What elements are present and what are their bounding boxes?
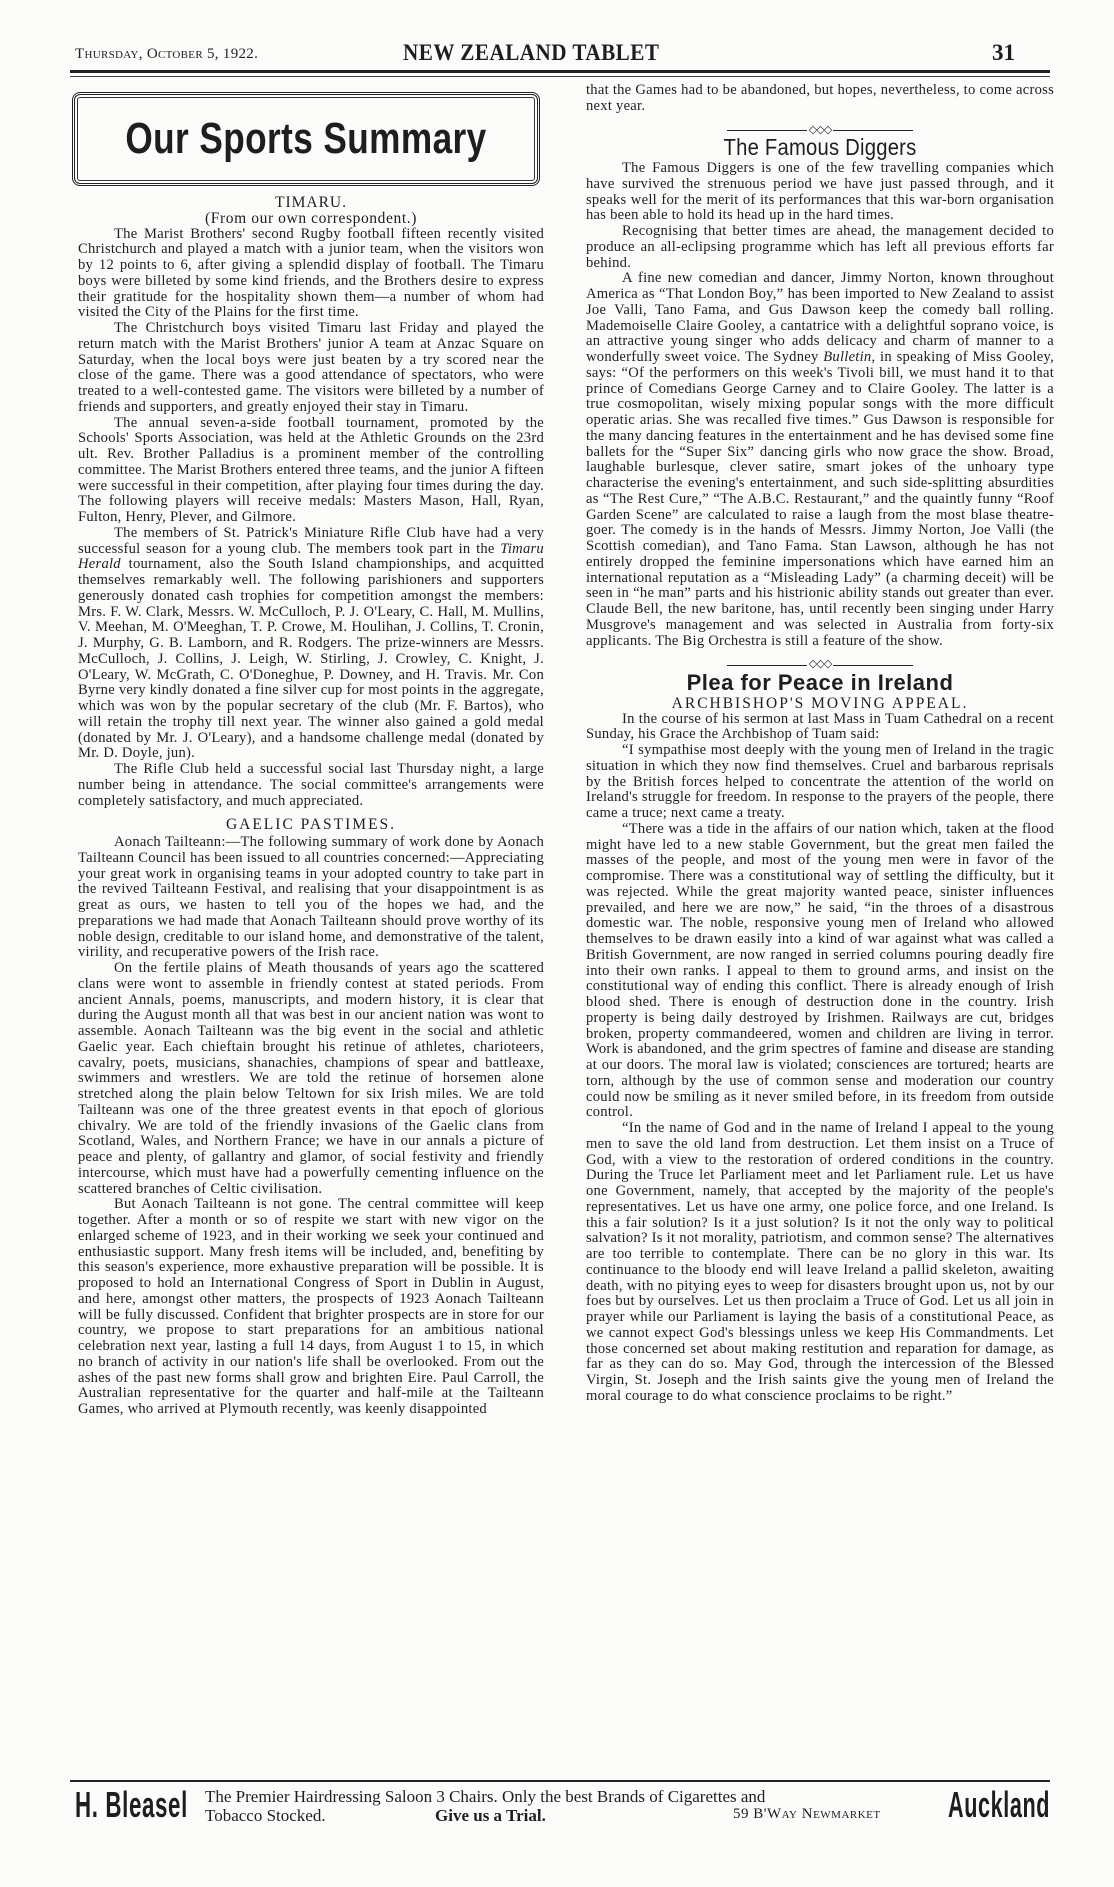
newspaper-title-italic: Timaru Herald bbox=[78, 540, 544, 573]
newspaper-title-italic: Bulletin bbox=[823, 349, 872, 365]
right-column bbox=[586, 83, 1054, 1405]
article-paragraph: Recognising that better times are ahead, the management decided to produce an all-eclipsing programme which has left all previous efforts far behind. bbox=[586, 223, 1054, 271]
article-paragraph: But Aonach Tailteann is not gone. The central committee will keep together. After a month or so of respite we start with new vigor on the enlarged scheme of 1923, and in their working we seek your continued and enthusiastic support. Many fresh items will be included, and, benefiting by this season's experience, more exhaustive preparation will be possible. It is proposed to hold an International Congress of Sport in Dublin in August, and here, amongst other matters, the prospects of 1923 Aonach Tailteann will be fully discussed. Confident that brighter prospects are in store for our country, we propose to start preparations for an ambitious national celebration next year, lasting a full 14 days, from August 1 to 15, in which no branch of activity in our nation's life shall be overlooked. From out the ashes of the past new forms shall grow and brighten Eire. Paul Carroll, the Australian representative for the quarter and half-mile at the Tailteann Games, who arrived at Plymouth recently, was keenly disappointed bbox=[78, 1196, 544, 1417]
text-run: tournament, also the South Island championships, and acquitted themselves remarkably well. The following parishioners and supporters generously donated cash trophies for competition amongst the members: Mrs. F. W. Clark, Messrs. W. McCulloch, P. J. O'Leary, C. Hall, M. Mullins, V. Meehan, M. O'Meeghan, T. P. Crowe, M. Houlihan, J. Collins, T. Cronin, J. Murphy, G. B. Lamborn, and R. Rodgers. The prize-winners are Messrs. McCulloch, J. Collins, J. Leigh, W. Stirling, J. Crowley, C. Knight, J. O'Leary, W. McGrath, C. O'Doneghue, P. Downey, and H. Travis. Mr. Con Byrne very kindly donated a fine silver cup for most points in the aggregate, which was won by the popular secretary of the club (Mr. F. Bartos), who will retain the trophy till next year. The winner also gained a gold medal (donated by Mr. J. O'Leary), and a handsome challenge medal (donated by Mr. D. Doyle, jun). bbox=[78, 556, 544, 762]
headline-plea-for-peace: Plea for Peace in Ireland bbox=[686, 670, 954, 695]
article-paragraph: The Famous Diggers is one of the few travelling companies which have survived the strenuous period we have just passed through, and it speaks well for the merit of its performances that this war-born organisation has been able to hold its head up in the hard times. bbox=[586, 160, 1054, 224]
article-continuation: that the Games had to be abandoned, but hopes, nevertheless, to come across next year. bbox=[586, 82, 1054, 114]
advert-brand: H. Bleasel bbox=[75, 1784, 188, 1825]
masthead bbox=[75, 40, 1015, 68]
subheadline: ARCHBISHOP'S MOVING APPEAL. bbox=[671, 694, 969, 712]
advert-city: Auckland bbox=[947, 1784, 1050, 1825]
advert-slogan: Give us a Trial. bbox=[435, 1806, 546, 1825]
diamond-ornament-icon: ◇◇◇ bbox=[808, 658, 832, 671]
text-run: The members of St. Patrick's Miniature Rifle Club have had a very successful season for a young club. The members took part in the bbox=[78, 524, 544, 557]
section-heading-timaru: TIMARU. bbox=[274, 194, 347, 211]
article-paragraph: The Rifle Club held a successful social last Thursday night, a large number being in attendance. The social committee's arrangements were completely satisfactory, and much appreciated. bbox=[78, 761, 544, 809]
issue-date: Thursday, October 5, 1922. bbox=[75, 46, 259, 62]
article-paragraph: In the course of his sermon at last Mass in Tuam Cathedral on a recent Sunday, his Grace the Archbishop of Tuam said: bbox=[586, 710, 1054, 743]
article-paragraph: The Christchurch boys visited Timaru last Friday and played the return match with the Marist Brothers' junior A team at Anzac Square on Saturday, when the local boys were just beaten by a try scored near the close of the game. There was a good attendance of spectators, who were treated to a well-contested game. The visitors were billeted by a number of friends and supporters, and greatly enjoyed their stay in Timaru. bbox=[78, 320, 544, 415]
article-paragraph: “There was a tide in the affairs of our nation which, taken at the flood might have led to a new stable Government, but the great men failed the masses of the people, and most of the young men were in favor of the compromise. There was a constitutional way of settling the difficulty, but it was rejected. While the great majority wanted peace, sinister influences prevailed, and here we are now,” he said, “in the throes of a disastrous domestic war. The noble, responsive young men of Ireland who allowed themselves to be drawn easily into a kind of war against what was called a British Government, are now ranged in serried columns pouring deadly fire into their own ranks. I appeal to them to ground arms, and insist on the constitutional way of ending this conflict. There is already enough of Irish blood shed. There is enough of destruction done in the country. Irish property is being daily destroyed by Irishmen. Railways are cut, bridges broken, property commandeered, women and children are living in terror. Work is abandoned, and the grim spectres of famine and disease are standing at our doors. The moral law is violated; consciences are tortured; hearts are torn, although by the use of common sense and moderation our country could now be smiling as it never smiled before, in its freedom from outside control. bbox=[586, 820, 1054, 1121]
article-paragraph bbox=[78, 526, 544, 762]
newspaper-name: NEW ZEALAND TABLET bbox=[403, 40, 660, 65]
article-paragraph: The Marist Brothers' second Rugby football fifteen recently visited Christchurch and played a match with a junior team, when the visitors won by 12 points to 6, after giving a splendid display of football. The Timaru boys were billeted by some kind friends, and the Brothers desire to express their gratitude for the hospitality shown them—a number of whom had visited the City of the Plains for the first time. bbox=[78, 225, 544, 321]
section-heading-gaelic: GAELIC PASTIMES. bbox=[225, 816, 397, 834]
headline-famous-diggers: The Famous Diggers bbox=[723, 134, 917, 161]
article-paragraph: “In the name of God and in the name of Ireland I appeal to the young men to save the old land from destruction. Let them insist on a Truce of God, with a view to the restoration of ordered conditions in the country. During the Truce let Parliament meet and let Parliament rule. Let us have one Government, namely, that accepted by the majority of the people's representatives. Let us have one army, one police force, and one Ireland. Is this a fair solution? Is it a just solution? Is it not the only way to political salvation? Is it not morality, patriotism, and common sense? The alternatives are too terrible to contemplate. There can be no glory in this war. Its continuance to the bloody end will leave Ireland a pallid skeleton, awaiting death, with no pitying eyes to weep for disasters brought upon us, not by our foes but by ourselves. Let us then proclaim a Truce of God. Let us all join in prayer while our Parliament is laying the basis of a constitutional Peace, as we cannot expect God's blessings unless we keep His Commandments. Let those concerned set about making restitution and reparation for damage, as far as they can do so. May God, through the intercession of the Blessed Virgin, St. Joseph and the Irish saints give the young men of Ireland the moral courage to do what conscience proclaims to be right.” bbox=[586, 1120, 1054, 1404]
header-rule bbox=[70, 70, 1050, 73]
article-paragraph: “I sympathise most deeply with the young men of Ireland in the tragic situation in which they now find themselves. Cruel and barbarous reprisals by the British forces helped to concentrate the attention of the world on Ireland's struggle for freedom. In response to the prayers of the people, there came a truce; next came a treaty. bbox=[586, 742, 1054, 821]
left-column bbox=[78, 195, 544, 1418]
byline: (From our own correspondent.) bbox=[205, 209, 417, 227]
divider-line bbox=[727, 665, 807, 666]
advert-line-2: Tobacco Stocked. bbox=[205, 1806, 326, 1825]
article-paragraph: The annual seven-a-side football tournament, promoted by the Schools' Sports Association, was held at the Athletic Grounds on the 23rd ult. Rev. Brother Palladius is a prominent member of the controlling committee. The Marist Brothers entered three teams, and the junior A fifteen were successful in their competition, after playing four times during the day. The following players will receive medals: Masters Mason, Hall, Ryan, Fulton, Henry, Plever, and Gilmore. bbox=[78, 414, 544, 525]
text-run: , in speaking of Miss Gooley, says: “Of the performers on this week's Tivoli bill, we must hand it to that prince of Comedians George Carney and to Claire Gooley. The latter is a true cosmopolitan, wisely mixing popular songs with the more difficult operatic arias. She was recalled five times.” Gus Dawson is responsible for the many dancing features in the entertainment and he has devised some fine ballets for the “Super Six” dancing girls who now grace the show. Broad, laughable burlesque, clever satire, smart jokes of the unhoary type characterise the evening's entertainment, and such side-splitting absurdities as “The Rest Cure,” “The A.B.C. Restaurant,” and the quaintly funny “Roof Garden Scene” are calculated to raise a laugh from the most blase theatre-goer. The comedy is in the hands of Messrs. Jimmy Norton, Joe Valli (the Scottish comedian), and Tano Fama. Stan Lawson, although he has not entirely dropped the feminine impersonations which have earned him an international reputation as a “Misleading Lady” (a charming deceit) will be seen in “he man” parts and his histrionic ability stands out greater than ever. Claude Bell, the new baritone, has, until recently been singing under Harry Musgrove's management and was selected in Australia from forty-six applicants. The Big Orchestra is still a feature of the show. bbox=[586, 349, 1055, 649]
article-paragraph: Aonach Tailteann:—The following summary of work done by Aonach Tailteann Council has been issued to all countries concerned:—Appreciating your great work in organising teams in your adopted country to take part in the revived Tailteann Festival, and realising that your disappointment is as great as ours, we hasten to tell you of the hopes we had, and the preparations we had made that Aonach Tailteann should prove worthy of its noble design, creditable to our island home, and demonstrative of the talent, virility, and recuperative powers of the Irish race. bbox=[78, 834, 544, 961]
advertisement bbox=[75, 1786, 1050, 1826]
advert-address: 59 B'Way Newmarket bbox=[733, 1806, 881, 1822]
divider-line bbox=[833, 665, 913, 666]
text-run: A fine new comedian and dancer, Jimmy Norton, known throughout America as “That London Boy,” has been imported to New Zealand to assist Joe Valli, Tano Fama, and Gus Dawson keep the comedy ball rolling. Mademoiselle Claire Gooley, a cantatrice with a delightful soprano voice, is an attractive young singer who adds delicacy and charm of manner to a wonderfully sweet voice. The Sydney bbox=[586, 270, 1054, 365]
divider-line bbox=[833, 130, 913, 131]
sports-title: Our Sports Summary bbox=[125, 114, 487, 163]
page-number: 31 bbox=[992, 40, 1015, 65]
advert-line-1: The Premier Hairdressing Saloon 3 Chairs. Only the best Brands of Cigarettes and bbox=[205, 1787, 766, 1806]
article-paragraph: On the fertile plains of Meath thousands of years ago the scattered clans were wont to assemble in friendly contest at stated periods. From ancient Annals, poems, manuscripts, and modern history, it is clear that during the August month all that was best in our ancient nation was wont to assemble. Aonach Tailteann was the big event in the social and athletic Gaelic year. Each chieftain brought his retinue of athletes, charioteers, cavalry, poets, musicians, shanachies, champions of spear and battleaxe, swimmers and wrestlers. We are told the retinue of horsemen alone stretched along the plain below Teltown for six Irish miles. We are told Tailteann was one of the three greatest events in that epoch of glorious chivalry. We are told of the friendly invasions of the Gaelic clans from Scotland, Wales, and Northern France; we have in our annals a picture of peace and plenty, of gallantry and glamor, of social festivity and friendly intercourse, which must have had a powerfully cementing influence on the scattered branches of Celtic civilisation. bbox=[78, 960, 544, 1197]
divider-line bbox=[727, 130, 807, 131]
diamond-ornament-icon: ◇◇◇ bbox=[808, 123, 832, 136]
article-paragraph bbox=[586, 271, 1054, 649]
advert-rule bbox=[70, 1780, 1050, 1782]
header-rule-thin bbox=[70, 76, 1050, 77]
sports-title-box bbox=[72, 92, 540, 186]
